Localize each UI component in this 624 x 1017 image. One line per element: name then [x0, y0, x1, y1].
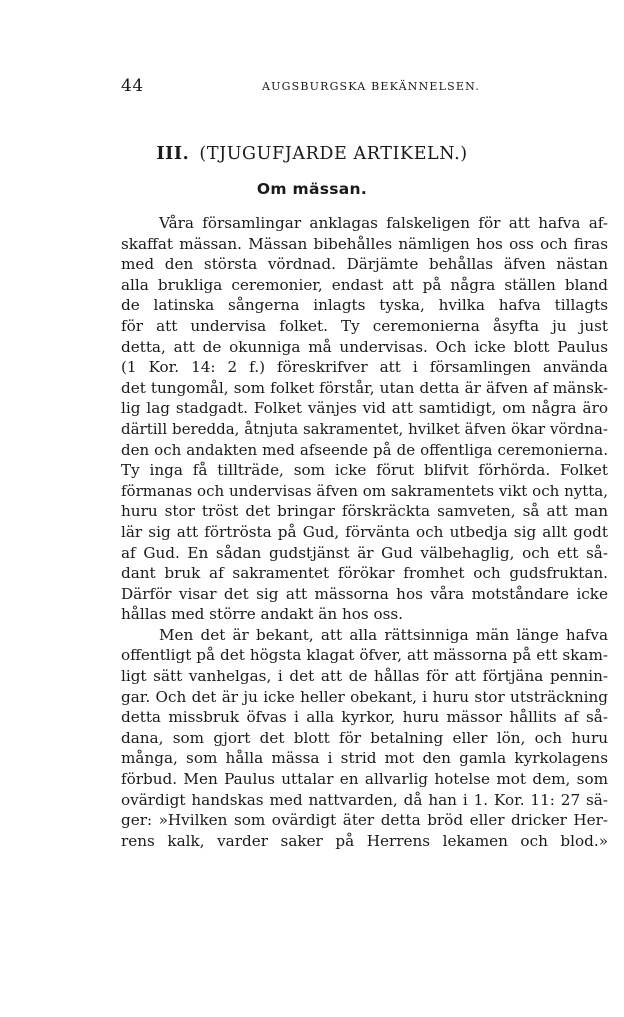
text-line: Ty inga få tillträde, som icke förut blifvit förhörda. Folket [121, 461, 608, 480]
text-line: förbud. Men Paulus uttalar en allvarlig hotelse mot dem, som [121, 770, 608, 789]
running-head: AUGSBURGSKA BEKÄNNELSEN. [262, 80, 480, 93]
text-line: Våra församlingar anklagas falskeligen för att hafva af- [159, 214, 608, 232]
text-line: med den största vördnad. Därjämte behållas äfven nästan [121, 255, 608, 274]
text-line: många, som hålla mässa i strid mot den gamla kyrkolagens [121, 749, 608, 768]
text-line: (1 Kor. 14: 2 f.) föreskrifver att i församlingen använda [121, 358, 608, 377]
text-line: dant bruk af sakramentet förökar fromhet och gudsfruktan. [121, 564, 608, 583]
body-text [121, 213, 608, 851]
text-line: offentligt på det högsta klagat öfver, att mässorna på ett skam- [121, 646, 608, 665]
text-line: ger: »Hvilken som ovärdigt äter detta bröd eller dricker Her- [121, 811, 608, 830]
article-numeral: III. [156, 144, 190, 164]
text-line: förmanas och undervisas äfven om sakramentets vikt och nytta, [121, 481, 608, 500]
text-line: hållas med större andakt än hos oss. [121, 605, 404, 624]
text-line: de latinska sångerna inlagts tyska, hvilka hafva tillagts [121, 296, 608, 315]
section-title: Om mässan. [256, 180, 368, 198]
text-line: rens kalk, varder saker på Herrens lekamen och blod.» [121, 831, 608, 850]
text-line: därtill beredda, åtnjuta sakramentet, hvilket äfven ökar vördna- [121, 419, 608, 438]
text-line: detta missbruk öfvas i alla kyrkor, huru mässor hållits af så- [121, 708, 608, 727]
text-line: af Gud. En sådan gudstjänst är Gud välbehaglig, och ett så- [121, 543, 608, 562]
text-line: ovärdigt handskas med nattvarden, då han i 1. Kor. 11: 27 sä- [121, 790, 608, 809]
article-heading [0, 144, 624, 164]
article-title: (TJUGUFJARDE ARTIKELN.) [199, 144, 468, 164]
text-line: Men det är bekant, att alla rättsinniga män länge hafva [159, 625, 608, 644]
text-line: lär sig att förtrösta på Gud, förvänta och utbedja sig allt godt [121, 522, 608, 541]
text-line: detta, att de okunniga må undervisas. Och icke blott Paulus [121, 337, 608, 356]
text-line: dana, som gjort det blott för betalning eller lön, och huru [121, 728, 608, 747]
page-number: 44 [121, 76, 144, 96]
text-line: skaffat mässan. Mässan bibehålles nämligen hos oss och firas [121, 234, 608, 253]
text-line: ligt sätt vanhelgas, i det att de hållas för att förtjäna pennin- [121, 667, 608, 686]
text-line: gar. Och det är ju icke heller obekant, i huru stor utsträckning [121, 687, 608, 706]
text-line: det tungomål, som folket förstår, utan detta är äfven af mänsk- [121, 378, 608, 397]
text-line: den och andakten med afseende på de offentliga ceremonierna. [121, 440, 608, 459]
text-line: Därför visar det sig att mässorna hos våra motståndare icke [121, 584, 608, 603]
text-line: alla brukliga ceremonier, endast att på några ställen bland [121, 275, 608, 294]
text-line: för att undervisa folket. Ty ceremonierna åsyfta ju just [121, 316, 608, 335]
text-line: lig lag stadgadt. Folket vänjes vid att samtidigt, om några äro [121, 399, 608, 418]
text-line: huru stor tröst det bringar förskräckta samveten, så att man [121, 502, 608, 521]
